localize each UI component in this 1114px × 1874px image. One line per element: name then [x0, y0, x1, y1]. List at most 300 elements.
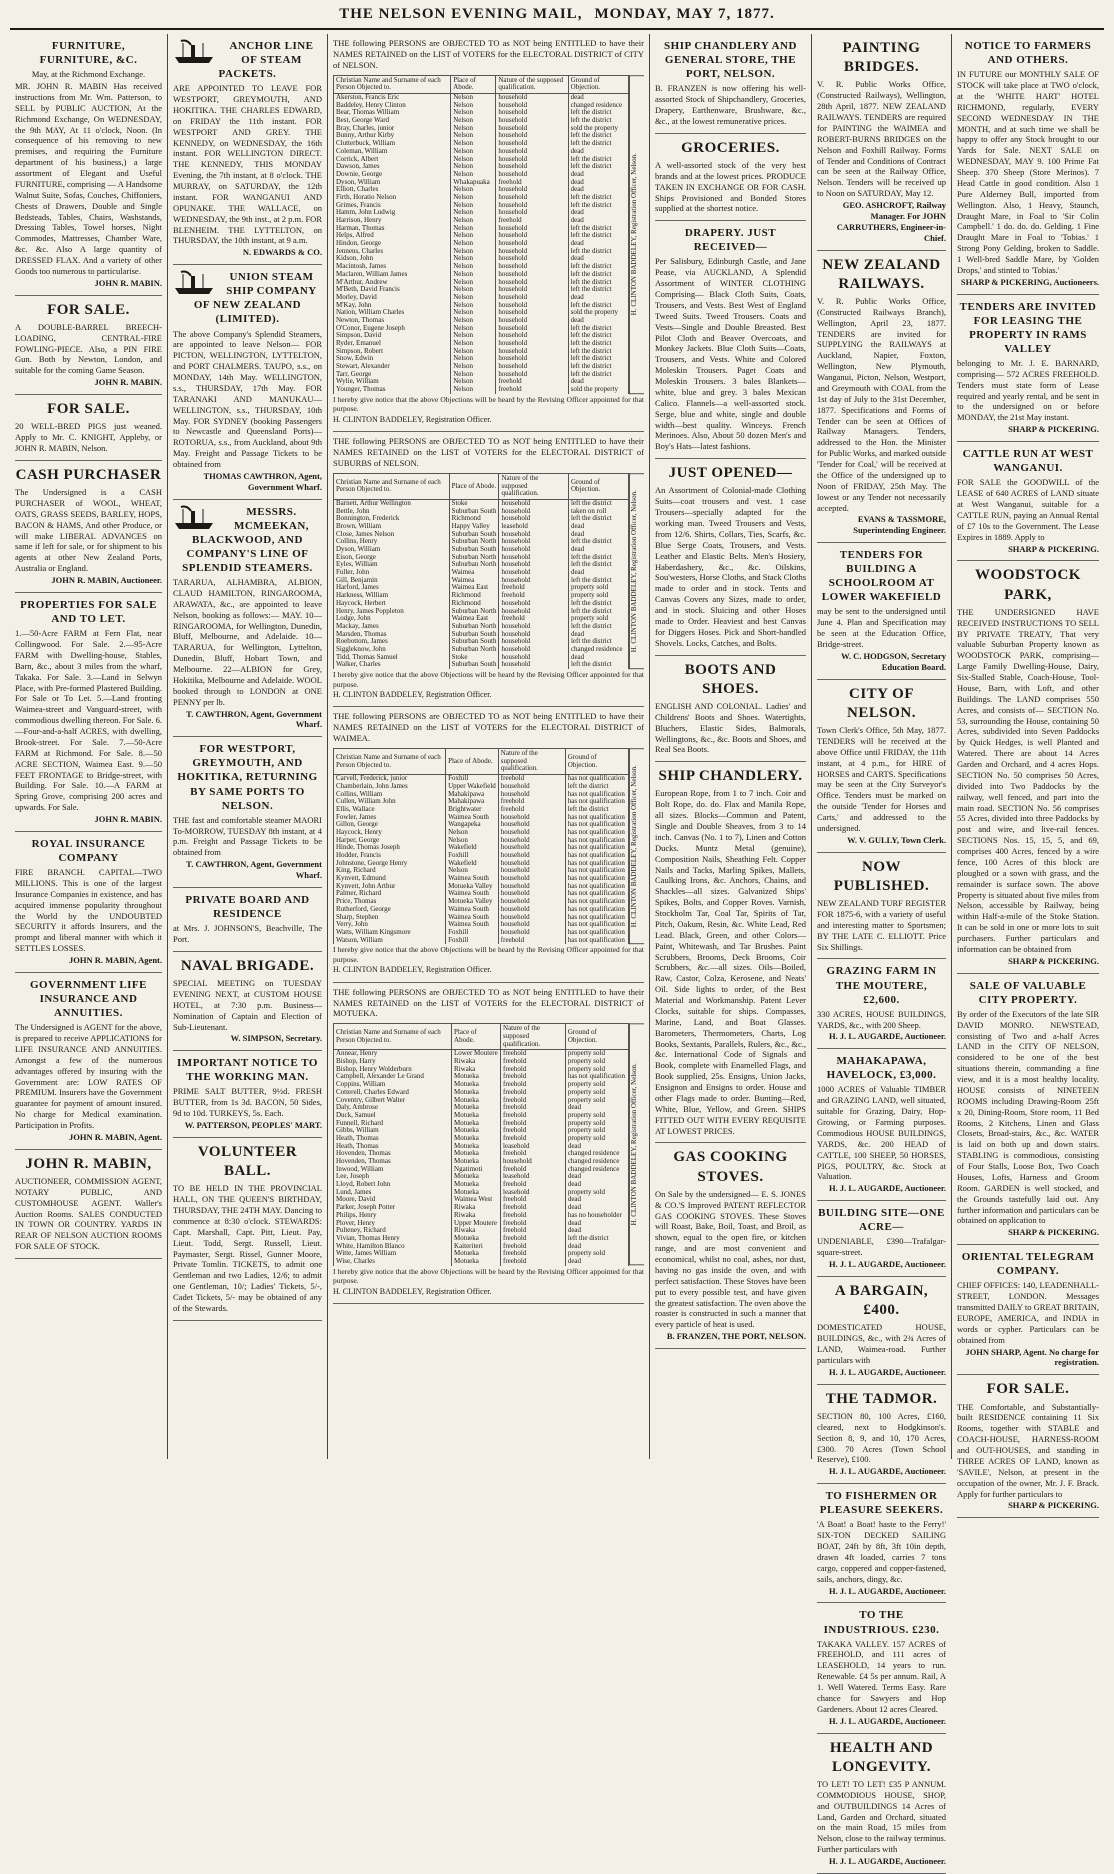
table-cell: Harrison, Henry	[334, 217, 451, 225]
table-cell: Elliott, Charles	[334, 186, 451, 194]
table-cell: Coventry, Gilbert Walter	[334, 1097, 452, 1105]
table-cell: Bishop, Harry	[334, 1058, 452, 1066]
ad-signature: H. J. L. AUGARDE, Auctioneer.	[828, 1856, 946, 1867]
table-cell: household	[496, 117, 568, 125]
table-cell: Suburban North	[449, 554, 499, 562]
table-cell: Hindon, George	[334, 240, 451, 248]
ad-body: IN FUTURE our MONTHLY SALE OF STOCK will take place at TWO o'clock, at the 'WHITE HART' HOTEL RICHMOND, regularly, EVERY SECOND WEDNESDAY IN THE MONTH, and at such time we shall be happy to offer any Stock brought to our Yards for Sale. NEXT SALE on WEDNESDAY, MAY 9. 100 Prime Fat Sheep. 370 Sheep (Store Merinos). 7 Head Cattle in good condition. Also 1 Pure Alderney Bull, imported from Wellington. Also, 1 Heavy, Staunch, Draught Mare, in Foal to 'Sir Colin Campbell.' 1 do. do. do. Gelding. 1 Fine Draught Mare in Foal to 'Tobias.' 1 Strong Pony Gelding, broken to Saddle. 1 Well-bred Saddle Mare, by 'Golden Drops,' and stinted to 'Tobias.'	[957, 69, 1099, 275]
advertisement	[817, 1049, 946, 1201]
ad-heading: PRIVATE BOARD AND RESIDENCE	[185, 893, 310, 921]
table-cell: left the district	[568, 371, 628, 379]
objection-table	[333, 75, 629, 394]
table-cell: Carvell, Frederick, junior	[334, 775, 446, 783]
ad-signature: SHARP & PICKERING.	[1008, 543, 1099, 554]
ad-signature: H. J. L. AUGARDE, Auctioneer.	[828, 1715, 946, 1726]
ad-body: may be sent to the undersigned until June 4. Plan and Specification may be seen at the Education Office, Bridge-street.	[817, 606, 946, 650]
table-cell: has not qualification	[565, 867, 628, 875]
column-1	[10, 34, 168, 1459]
ad-signature: SHARP & PICKERING.	[1008, 955, 1099, 966]
advertisement	[173, 500, 322, 738]
advertisement	[957, 442, 1099, 561]
table-cell: Nelson	[451, 140, 496, 148]
advertisement	[655, 34, 806, 134]
table-cell: Nelson	[451, 94, 496, 102]
table-cell: Collins, William	[334, 791, 446, 799]
table-cell: dead	[568, 209, 628, 217]
table-cell: household	[499, 638, 568, 646]
table-cell: household	[496, 148, 568, 156]
table-cell: Richmond	[449, 515, 499, 523]
table-cell: left the district	[568, 232, 628, 240]
table-cell: Nelson	[451, 263, 496, 271]
table-cell: Funnell, Richard	[334, 1120, 452, 1128]
table-cell: household	[498, 837, 565, 845]
table-cell: Suburban South	[449, 631, 499, 639]
table-cell: dead	[568, 317, 628, 325]
table-cell: Cotterell, Charles Edward	[334, 1089, 452, 1097]
table-cell: Motueka	[452, 1120, 501, 1128]
ad-heading: JOHN R. MABIN,	[25, 1155, 152, 1172]
table-cell: Annear, Henry	[334, 1050, 452, 1058]
table-cell: household	[498, 890, 565, 898]
table-cell: household	[496, 225, 568, 233]
objection-notice	[333, 34, 644, 432]
advertisement	[15, 593, 162, 832]
table-cell: left the district	[568, 561, 628, 569]
table-cell: household	[498, 844, 565, 852]
table-cell: Nelson	[451, 279, 496, 287]
table-cell: property sold	[565, 1050, 628, 1058]
ad-signature: W. V. GULLY, Town Clerk.	[847, 834, 946, 845]
column-3-objections	[328, 34, 650, 1459]
table-cell: household	[496, 109, 568, 117]
table-cell: left the district	[568, 332, 628, 340]
table-cell: property sold	[565, 1058, 628, 1066]
table-cell: Motueka	[452, 1189, 501, 1197]
ad-signature: T. CAWTHRON, Agent, Government Wharf.	[186, 708, 322, 730]
table-cell: left the district	[568, 623, 628, 631]
table-cell: dead	[568, 179, 628, 187]
table-cell: left the district	[568, 263, 628, 271]
table-cell: household	[496, 125, 568, 133]
table-cell: left the district	[568, 302, 628, 310]
advertisement	[655, 459, 806, 655]
ad-body: V. R. Public Works Office, (Constructed Railways Branch), Wellington, April 23, 1877. TENDERS are invited for SUPPLYING the RAILWAYS at Auckland, Napier, Foxton, Wellington, New Plymouth, Wanganui, Picton, Nelson, Westport, and Greymouth with COAL from the 1st day of July to the 31st December, 1877. Specifications and Forms of Tender can be seen at Offices of Railway Managers. Tenders, addressed to the Hon. the Minister for Public Works, and marked outside 'Tender for Coal,' will be received at the Office of the undersigned up to Noon of FRIDAY, 25th May. The lowest or any Tender not necessarily accepted.	[817, 295, 946, 513]
table-cell: Riwaka	[452, 1227, 501, 1235]
table-cell: property sold	[565, 1081, 628, 1089]
ad-heading: THE TADMOR.	[825, 1390, 938, 1407]
table-cell: has not qualification	[565, 791, 628, 799]
table-cell: household	[498, 867, 565, 875]
ad-signature: T. CAWTHRON, Agent, Government Wharf.	[186, 859, 322, 881]
ad-heading: PAINTING BRIDGES.	[842, 40, 921, 76]
table-cell: Firth, Horatio Nelson	[334, 194, 451, 202]
ad-signature: JOHN R. MABIN.	[94, 377, 162, 388]
table-cell: Macintosh, James	[334, 263, 451, 271]
table-cell: M'Kay, John	[334, 302, 451, 310]
table-header-cell: Christian Name and Surname of each Person Objected to.	[334, 1024, 452, 1050]
table-cell: dead	[568, 631, 628, 639]
table-cell: Nelson	[451, 371, 496, 379]
ad-body: DOMESTICATED HOUSE, BUILDINGS, &c., with 2¾ Acres of LAND, Waimea-road. Further particulars with	[817, 1322, 946, 1365]
table-header-cell: Christian Name and Surname of each Person Objected to.	[334, 75, 451, 93]
table-cell: dead	[568, 378, 628, 386]
ad-body: V. R. Public Works Office, (Constructed Railways), Wellington, 28th April, 1877. NEW ZEALAND RAILWAYS. TENDERS are required for PAINTING the WAIMEA and ROBERT-BURNS BRIDGES on the Nelson and Foxhill Railway. Forms of Tender and Conditions of Contract can be seen at the Railway Office, Nelson. Tenders will be received up to Noon on SATURDAY, May 12.	[817, 79, 946, 199]
table-cell: Motueka	[452, 1073, 501, 1081]
table-header-cell: Nature of the supposed qualification.	[501, 1024, 566, 1050]
table-cell: household	[498, 883, 565, 891]
table-row	[334, 1166, 629, 1174]
table-cell: left the district	[568, 363, 628, 371]
ad-body: SPECIAL MEETING on TUESDAY EVENING NEXT, at CUSTOM HOUSE HOTEL, at 7:30 p.m. Business—Nomination of Captain and Election of Sub-Lieutenant.	[173, 978, 322, 1032]
table-cell: Nelson	[451, 194, 496, 202]
table-row	[334, 248, 629, 256]
table-cell: left the district	[565, 806, 628, 814]
table-header-cell: Ground of Objection.	[568, 75, 628, 93]
table-cell: Gill, Benjamin	[334, 577, 450, 585]
table-cell: has not qualification	[565, 875, 628, 883]
table-cell: household	[499, 531, 568, 539]
table-header-cell: Ground of Objection.	[565, 1024, 628, 1050]
table-cell: Motueka	[452, 1258, 501, 1266]
table-cell: dead	[568, 546, 628, 554]
table-cell: Heath, Thomas	[334, 1143, 452, 1151]
advertisement	[817, 1734, 946, 1874]
table-cell: left the district	[568, 600, 628, 608]
table-cell: Mackay, James	[334, 623, 450, 631]
table-cell: household	[499, 569, 568, 577]
advertisement	[15, 395, 162, 461]
table-cell: household	[496, 348, 568, 356]
table-cell: Campbell, Alexander Le Grand	[334, 1073, 452, 1081]
objection-notice	[333, 432, 644, 707]
ad-heading: CATTLE RUN AT WEST WANGANUI.	[962, 448, 1094, 475]
table-cell: freehold	[501, 1196, 566, 1204]
ad-body: 'A Boat! a Boat! haste to the Ferry!' SIX-TON DECKED SAILING BOAT, 24ft by 8ft, 3ft 10in depth, drawn 4ft loaded, carries 7 tons cargo, coppered and copper-fastened, sails, anchors, dingy, &c.	[817, 1519, 946, 1584]
table-cell: dead	[568, 294, 628, 302]
table-cell: household	[496, 163, 568, 171]
ad-heading: VOLUNTEER BALL.	[197, 1143, 298, 1180]
table-cell: household	[499, 654, 568, 662]
table-cell: Foxhill	[446, 775, 499, 783]
table-cell: Nelson	[451, 240, 496, 248]
table-cell: Motueka	[452, 1250, 501, 1258]
advertisement	[817, 34, 946, 251]
table-cell: Suburban North	[449, 623, 499, 631]
table-cell: Waimea	[449, 569, 499, 577]
objection-table-wrapper	[333, 745, 644, 944]
ad-signature: THOMAS CAWTHRON, Agent, Government Wharf.	[203, 470, 322, 492]
ad-heading: IMPORTANT NOTICE TO THE WORKING MAN.	[177, 1057, 318, 1084]
table-cell: Gibbs, William	[334, 1127, 452, 1135]
ad-body: FIRE BRANCH. CAPITAL—TWO MILLIONS. This is one of the largest Insurance Companies in existence, and has acquired immense popularity throughout the World by the UNDOUBTED SECURITY it affords Insurers, and the prompt and liberal manner with which it SETTLES LOSSES.	[15, 867, 162, 954]
table-cell: freehold	[501, 1081, 566, 1089]
table-row	[334, 286, 629, 294]
ad-signature: N. EDWARDS & CO.	[242, 247, 322, 258]
advertisement	[655, 1143, 806, 1349]
ad-signature: H. J. L. AUGARDE, Auctioneer.	[828, 1466, 946, 1477]
table-cell: left the district	[565, 1235, 628, 1243]
ad-heading: SHIP CHANDLERY.	[658, 768, 803, 785]
table-cell: Helps, Alfred	[334, 232, 451, 240]
table-cell: left the district	[568, 608, 628, 616]
table-cell: dead	[565, 1243, 628, 1251]
table-cell: Nelson	[451, 363, 496, 371]
objector-column: H. CLINTON BADDELEY, Registration Officer, Nelson.	[629, 473, 644, 669]
table-cell: Nelson	[451, 378, 496, 386]
table-cell: sold the property	[568, 125, 628, 133]
ad-body: THE Comfortable, and Substantially-built RESIDENCE containing 11 Six Rooms, together with STABLE and COACH-HOUSE, HARNESS-ROOM and OUT-HOUSES, and standing in THREE ACRES OF LAND, known as 'SAVILE', Nelson, at present in the occupation of the owner, Mr. J. F. Brack. Apply for further particulars to	[957, 1401, 1099, 1499]
table-cell: left the district	[568, 202, 628, 210]
table-cell: Motueka	[452, 1181, 501, 1189]
table-cell: household	[499, 623, 568, 631]
table-cell: dead	[565, 1220, 628, 1228]
table-cell: household	[499, 554, 568, 562]
table-cell: Suburban North	[449, 608, 499, 616]
table-cell: King, Richard	[334, 867, 446, 875]
table-cell: Lee, Joseph	[334, 1173, 452, 1181]
table-cell: household	[498, 791, 565, 799]
table-cell: Walker, Charles	[334, 661, 450, 669]
table-cell: Upper Wakefield	[446, 783, 499, 791]
table-cell: property sold	[565, 1097, 628, 1105]
table-cell: property sold	[565, 1120, 628, 1128]
advertisement	[655, 762, 806, 1143]
table-row	[334, 386, 629, 394]
table-cell: Richmond	[449, 600, 499, 608]
table-cell: has not qualification	[565, 921, 628, 929]
table-cell: has not qualification	[565, 798, 628, 806]
table-cell: Price, Thomas	[334, 898, 446, 906]
ad-signature: H. J. L. AUGARDE, Auctioneer.	[828, 1366, 946, 1377]
table-cell: Motueka	[452, 1081, 501, 1089]
ad-heading: BUILDING SITE—ONE ACRE—	[818, 1207, 945, 1234]
table-cell: Harford, James	[334, 584, 450, 592]
table-cell: Fowler, James	[334, 814, 446, 822]
ad-signature: JOHN R. MABIN.	[94, 277, 162, 288]
table-cell: Suburban North	[449, 646, 499, 654]
ad-body: On Sale by the undersigned— E. S. JONES & CO.'S Improved PATENT REFLECTOR GAS COOKING STOVES. These Stoves will Roast, Bake, Boil, Toast, and Broil, as shown, equal to the open fire, or kitchen range, and are most convenient and economical, whilst no coal, ashes, nor dust, having no gas inside the oven, and with perfect satisfaction. These Stoves have been put to every possible test, and have given the greatest satisfaction. The oven above the roaster is constructed in such a manner that every particle of heat is used.	[655, 1188, 806, 1330]
table-row	[334, 1250, 629, 1258]
table-cell: Hinde, Thomas Joseph	[334, 844, 446, 852]
table-cell: Hovenden, Thomas	[334, 1150, 452, 1158]
table-header-row	[334, 473, 629, 499]
table-cell: household	[498, 929, 565, 937]
table-cell: freehold	[498, 806, 565, 814]
advertisement	[957, 561, 1099, 973]
table-cell: has no householder	[565, 1212, 628, 1220]
table-cell: Baddeley, Henry Clinton	[334, 102, 451, 110]
table-cell: dead	[568, 531, 628, 539]
table-cell: household	[496, 279, 568, 287]
table-cell: Bettle, John	[334, 508, 450, 516]
table-cell: Motueka	[452, 1112, 501, 1120]
ad-signature: W. C. HODGSON, Secretary Education Board.	[841, 650, 946, 672]
ad-body: 330 ACRES, HOUSE BUILDINGS, YARDS, &c., with 200 Sheep.	[817, 1008, 946, 1030]
table-cell: Nelson	[451, 209, 496, 217]
table-cell: Nelson	[451, 117, 496, 125]
advertisement	[817, 251, 946, 544]
ad-heading: FURNITURE, FURNITURE, &C.	[39, 40, 138, 67]
table-cell: Lloyd, Robert John	[334, 1181, 452, 1189]
ad-heading: JUST OPENED—	[668, 465, 793, 482]
table-cell: Bunny, Arthur Kirby	[334, 132, 451, 140]
table-cell: Nation, William Charles	[334, 309, 451, 317]
ad-body: The above Company's Splendid Steamers, are appointed to leave Nelson— FOR PICTON, WELLINGTON, LYTTELTON, and PORT CHALMERS. TAUPO, s.s., on MONDAY, 14th May. WELLINGTON, s.s., THURSDAY, 17th May. FOR TARANAKI AND MANUKAU— WELLINGTON, s.s., THURSDAY, 10th May. FOR SYDNEY (booking Passengers to Newcastle and Queensland Ports)— ROTORUA, s.s., from Auckland, about 9th May. Freight and Passage Tickets to be obtained from	[173, 328, 322, 470]
table-cell: changed residence	[565, 1150, 628, 1158]
table-cell: household	[498, 921, 565, 929]
table-cell: Suburban South	[449, 508, 499, 516]
ad-body: By order of the Executors of the late SIR DAVID MONRO. NEWSTEAD, consisting of Two and a-half Acres LAND in the CITY OF NELSON, considered to be one of the best situations therein, commanding a fine view, and it is a most healthy locality. HOUSE consists of NINETEEN ROOMS including Drawing-Room 25ft x 20, Dining-Room, Store room, 11 Bed Rooms, 2 Kitchens, Linen and Glass Closets, Broad-stairs, &c., &c. WATER is laid on both up and down stairs. STABLING is commodious, consisting of Four Stalls, Loose Box, Two Coach Houses, Lofts, Harness and Groom Room. GARDEN is well stocked, and the Grounds tastefully laid out. Any further information and particulars can be obtained on application to	[957, 1008, 1099, 1226]
advertisement	[15, 832, 162, 973]
table-cell: Heath, Thomas	[334, 1135, 452, 1143]
table-cell: Lower Moutere	[452, 1050, 501, 1058]
table-cell: household	[496, 340, 568, 348]
ad-body: CHIEF OFFICES: 140, LEADENHALL-STREET, LONDON. Messages transmitted DAILY to GREAT BRITAIN, EUROPE, AMERICA, and INDIA in words or cypher. Particulars can be obtained from	[957, 1280, 1099, 1345]
table-cell: leasehold	[501, 1189, 566, 1197]
table-cell: freehold	[501, 1073, 566, 1081]
ad-heading: TO THE INDUSTRIOUS. £230.	[823, 1609, 940, 1636]
table-cell: household	[498, 875, 565, 883]
table-cell: freehold	[501, 1097, 566, 1105]
table-cell: left the district	[568, 194, 628, 202]
table-cell: Nelson	[451, 156, 496, 164]
table-cell: Happy Valley	[449, 523, 499, 531]
table-cell: household	[499, 561, 568, 569]
table-cell: left the district	[568, 499, 628, 507]
table-cell: Waimea South	[446, 875, 499, 883]
table-cell: Motueka	[452, 1127, 501, 1135]
table-cell: household	[496, 102, 568, 110]
ad-signature: H. J. L. AUGARDE, Auctioneer.	[828, 1585, 946, 1596]
notice-title: THE following PERSONS are OBJECTED TO as NOT being ENTITLED to have their NAMES RETAINED on the LIST of VOTERS for the ELECTORAL DISTRICT of MOTUEKA.	[333, 986, 644, 1019]
notice-signature: H. CLINTON BADDELEY, Registration Officer.	[333, 415, 492, 424]
table-cell: freehold	[501, 1127, 566, 1135]
table-cell: Nelson	[451, 202, 496, 210]
advertisement	[817, 1603, 946, 1733]
table-cell: Nelson	[451, 325, 496, 333]
ad-body: An Assortment of Colonial-made Clothing Suits—coat trousers and vest. 1 case Trousers—specially adapted for the working man. Tweed Trousers and Vests, from 12/6. Shirts, Collars, Ties, Scarfs, &c. Blue Serge Coats, Trousers, and Vests. Leather and Elastic Belts. Men's Hosiery, Haberdashery, &c., &c. Oilskins, Sou'westers, Horse Cloths, and Stack Cloths made to order and in stock. Tents and Canvas Covers any Sizes, made to order, and in stock. Sluicing and other Hoses made to Order. Heaviest and best Canvas for Diggers Hoses. Pick and Short-handled Shovels. Locks, Catches, and Bolts.	[655, 485, 806, 648]
table-cell: changed residence	[568, 102, 628, 110]
table-cell: Wangapeka	[446, 821, 499, 829]
table-cell: Nelson	[446, 837, 499, 845]
table-cell: left the district	[568, 538, 628, 546]
table-cell: Suburban South	[449, 531, 499, 539]
table-cell: Philips, Henry	[334, 1212, 452, 1220]
objection-table-wrapper	[333, 72, 644, 394]
table-cell: Downie, George	[334, 171, 451, 179]
table-header-cell: Place of Abode.	[446, 749, 499, 775]
table-cell: Stoke	[449, 499, 499, 507]
table-cell: Waimea East	[449, 615, 499, 623]
table-cell: Nelson	[446, 829, 499, 837]
table-cell: Marsden, Thomas	[334, 631, 450, 639]
table-header-cell: Ground of Objection.	[565, 749, 628, 775]
table-cell: freehold	[501, 1135, 566, 1143]
advertisement	[817, 853, 946, 960]
table-cell: dead	[568, 569, 628, 577]
table-cell: Motueka	[452, 1104, 501, 1112]
table-cell: freehold	[499, 592, 568, 600]
table-cell: has not qualification	[565, 1073, 628, 1081]
table-cell: Ngatimoti	[452, 1166, 501, 1174]
table-cell: dead	[568, 171, 628, 179]
table-cell: has not qualification	[565, 821, 628, 829]
notice-footer: I hereby give notice that the above Objections will be heard by the Revising Officer appointed for that purpose.	[333, 394, 644, 414]
ad-body: The Undersigned is AGENT for the above, is prepared to receive APPLICATIONS for LIFE INSURANCE AND ANNUITIES. Amongst a few of the numerous advantages offered by insuring with the Government are: LOW RATES OF PREMIUM. Insurers have the Government guarantee for payment of amount insured. No charge for Medical examination. Participation in Profits.	[15, 1022, 162, 1131]
table-cell: Foxhill	[446, 929, 499, 937]
ad-heading: PROPERTIES FOR SALE AND TO LET.	[20, 598, 157, 626]
ad-signature: GEO. ASHCROFT, Railway Manager. For JOHN CARRUTHERS, Engineer-in-Chief.	[836, 200, 946, 243]
notice-title: THE following PERSONS are OBJECTED TO as NOT being ENTITLED to have their NAMES RETAINED on the LIST of VOTERS for the ELECTORAL DISTRICT of SUBURBS of NELSON.	[333, 436, 644, 468]
table-cell: Brown, William	[334, 523, 450, 531]
ad-body: TARARUA, ALHAMBRA, ALBION, CLAUD HAMILTON, RINGAROOMA, ARAWATA, &c., are appointed to leave Nelson, booking as follows:— MAY. 10—RINGAROOMA, for Wellington, Dunedin, Bluff, Melbourne, and Adelaide. 10—TARARUA, for Wellington, Lyttelton, Dunedin, Bluff, Hobart Town, and Melbourne. 22—ALBION for Grey, Hokitika, Melbourne and Adelaide. WOOL booked through to LONDON at ONE PENNY per lb.	[173, 577, 322, 707]
table-cell: Nelson	[451, 232, 496, 240]
table-cell: has not qualification	[565, 775, 628, 783]
table-cell: Nelson	[451, 355, 496, 363]
table-cell: Riwaka	[452, 1212, 501, 1220]
table-cell: household	[499, 538, 568, 546]
table-cell: household	[496, 271, 568, 279]
objection-table-wrapper	[333, 1020, 644, 1265]
table-cell: household	[496, 156, 568, 164]
table-cell: Nelson	[451, 317, 496, 325]
table-cell: has not qualification	[565, 890, 628, 898]
ad-heading: DRAPERY. JUST RECEIVED—	[684, 227, 777, 254]
table-cell: left the district	[568, 248, 628, 256]
advertisement	[817, 1277, 946, 1385]
column-2	[168, 34, 328, 1459]
table-header-cell: Place of Abode.	[452, 1024, 501, 1050]
table-header-cell: Christian Name and Surname of each Person Objected to.	[334, 473, 450, 499]
table-cell: household	[499, 546, 568, 554]
table-cell: Suburban North	[449, 561, 499, 569]
table-cell: has not qualification	[565, 860, 628, 868]
ad-signature: JOHN R. MABIN, Auctioneer.	[51, 575, 162, 586]
table-cell: household	[499, 515, 568, 523]
table-cell: household	[498, 829, 565, 837]
notice-footer: I hereby give notice that the above Objections will be heard by the Revising Officer appointed for that purpose.	[333, 1266, 644, 1286]
table-cell: Pulteney, Richard	[334, 1227, 452, 1235]
ad-signature: EVANS & TASSMORE, Superintending Engineer.	[853, 514, 946, 536]
ad-signature: W. PATTERSON, PEOPLES' MART.	[184, 1120, 322, 1131]
ad-body: MR. JOHN R. MABIN Has received instructions from Mr. Wm. Patterson, to SELL by PUBLIC AUCTION, At the Richmond Exchange, On WEDNESDAY, the 9th MAY, At 11 o'clock, Noon. (In consequence of his removing to new premises, and requiring the Furniture department of his business,) a large assortment of Elegant and Useful FURNITURE, comprising — A Handsome Walnut Suite, Sofas, Couches, Chiffoniers, Chests of Drawers, Double and Single Bedsteads, Tables, Chairs, Washstands, Dressing Tables, Towel horses, Night Commodes, Mattresses, Chamber Ware, &c. &c. Also A large quantity of DRESSED FLAX. And a variety of other Goods too numerous to particularise.	[15, 81, 162, 276]
table-cell: Akerston, Francis Eric	[334, 94, 451, 102]
column-4	[650, 34, 812, 1459]
table-cell: property sold	[565, 1127, 628, 1135]
table-header-row	[334, 749, 629, 775]
table-cell: household	[496, 194, 568, 202]
table-cell: Bonnington, Frederick	[334, 515, 450, 523]
table-cell: household	[498, 898, 565, 906]
table-cell: freehold	[501, 1243, 566, 1251]
steamship-icon	[173, 503, 217, 531]
table-cell: Kidson, John	[334, 255, 451, 263]
table-cell: Waimea East	[449, 584, 499, 592]
table-cell: dead	[565, 1181, 628, 1189]
table-cell: freehold	[501, 1104, 566, 1112]
ad-heading: FOR SALE.	[47, 301, 130, 318]
notice-title: THE following PERSONS are OBJECTED TO as NOT being ENTITLED to have their NAMES RETAINED on the LIST of VOTERS for the ELECTORAL DISTRICT of WAIMEA.	[333, 711, 644, 744]
table-cell: Riwaka	[452, 1204, 501, 1212]
table-cell: Haycock, Herbert	[334, 600, 450, 608]
table-cell: Eyles, William	[334, 561, 450, 569]
table-cell: Waimea West	[452, 1196, 501, 1204]
table-cell: Wakefield	[446, 860, 499, 868]
objector-column: H. CLINTON BADDELEY, Registration Officer, Nelson.	[629, 1023, 644, 1265]
table-row	[334, 937, 629, 945]
table-cell: left the district	[568, 340, 628, 348]
